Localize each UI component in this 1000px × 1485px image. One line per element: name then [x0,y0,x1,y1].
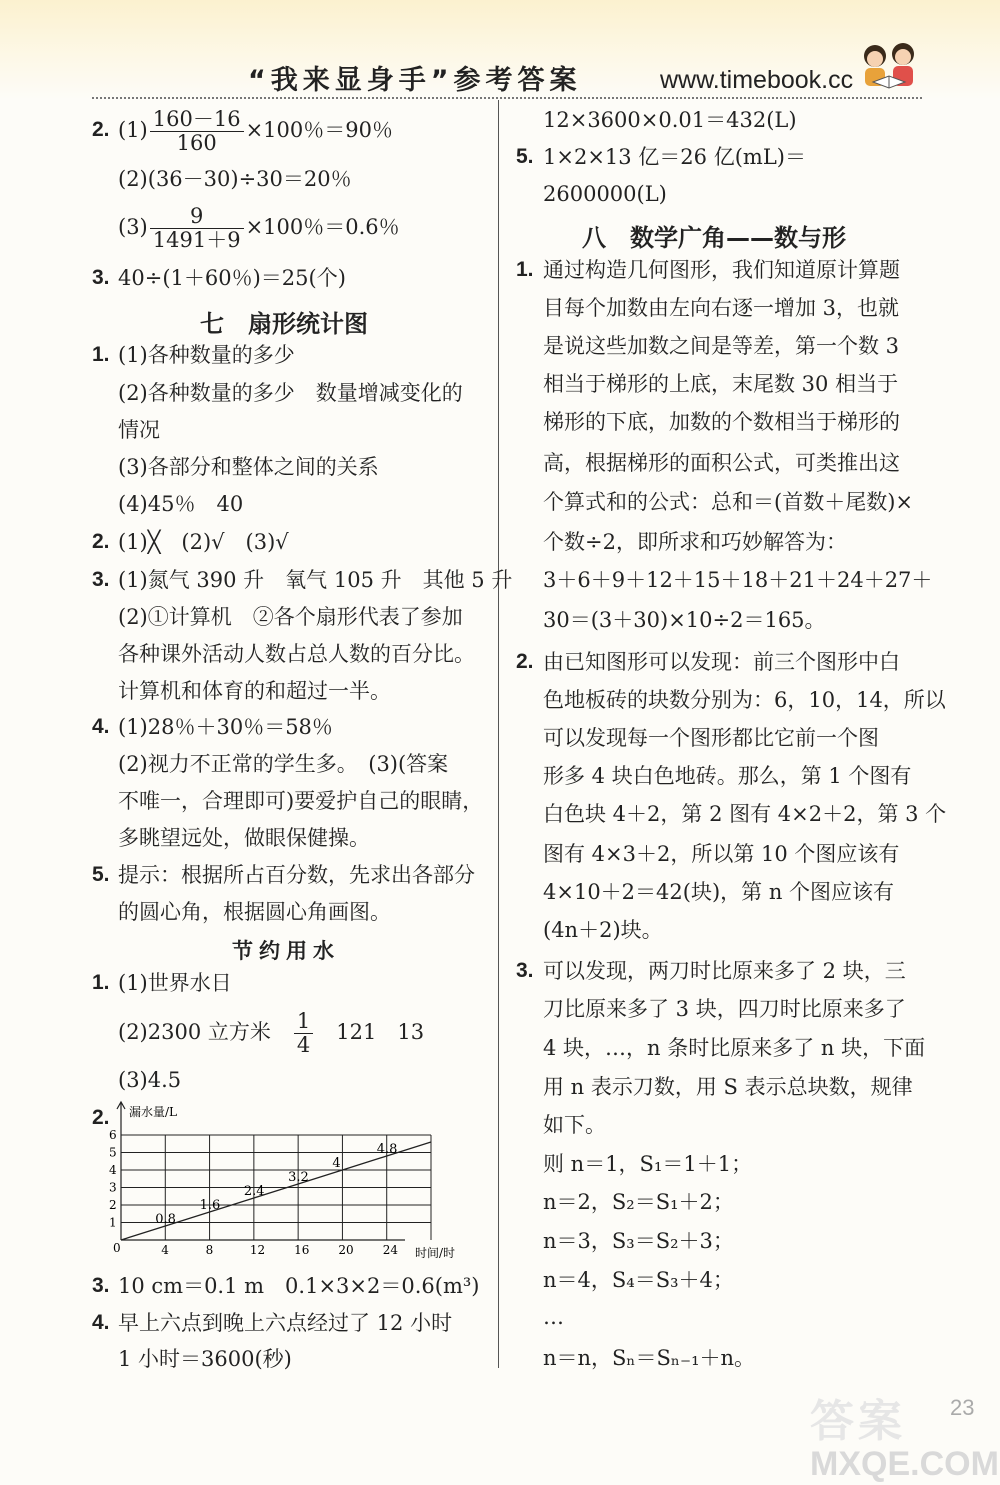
answer-line: 1×2×13 亿＝26 亿(mL)＝ [543,145,806,169]
page-number: 23 [950,1395,975,1420]
answer-line: (2)①计算机 ②各个扇形代表了参加 [118,605,463,629]
answer-line: (2)视力不正常的学生多。 (3)(答案 [118,752,449,776]
answer-line: 10 cm＝0.1 m 0.1×3×2＝0.6(m³) [118,1274,480,1298]
answer-line: 由已知图形可以发现：前三个图形中白 [543,650,900,674]
answer-text: 121 13 [336,1020,425,1045]
y-tick-label: 5 [109,1145,117,1160]
answer-line: 情况 [118,418,160,442]
answer-line: 如下。 [543,1113,606,1137]
question-number: 1. [92,343,110,366]
answer-line: 的圆心角，根据圆心角画图。 [118,900,391,924]
answer-line: (1)各种数量的多少 [118,343,295,367]
answer-line: 12×3600×0.01＝432(L) [543,108,797,132]
x-tick-label: 16 [294,1243,310,1257]
question-number: 1. [92,971,110,994]
answer-line: 不唯一，合理即可)要爱护自己的眼睛， [118,789,484,813]
answer-line: 则 n＝1，S₁＝1＋1； [543,1152,753,1176]
answer-line: 4 块，…，n 条时比原来多了 n 块，下面 [543,1036,926,1060]
question-number: 4. [92,715,110,738]
answer-line: 1 小时＝3600(秒) [118,1347,292,1371]
answer-line: 色地板砖的块数分别为：6，10，14，所以 [543,688,946,712]
data-point-label: 4 [332,1156,341,1171]
answer-line: 早上六点到晚上六点经过了 12 小时 [118,1311,453,1335]
answer-line: 用 n 表示刀数，用 S 表示总块数，规律 [543,1075,913,1099]
leak-line-chart [105,1100,485,1260]
y-tick-label: 2 [109,1198,117,1212]
y-tick-label: 3 [109,1180,117,1195]
answer-line: 形多 4 块白色地砖。那么，第 1 个图有 [543,764,912,788]
answer-line: (4n＋2)块。 [543,918,663,942]
answer-line: 高，根据梯形的面积公式，可类推出这 [543,451,900,475]
answer-line: n＝4，S₄＝S₃＋4； [543,1268,734,1292]
kids-reading-icon [855,38,925,96]
answer-line: 图有 4×3＋2，所以第 10 个图应该有 [543,842,900,866]
x-tick-label: 12 [249,1243,266,1257]
question-number: 5. [92,863,110,886]
x-tick-label: 20 [338,1243,354,1257]
answer-line: (2)各种数量的多少 数量增减变化的 [118,381,463,405]
section-heading: 八 数学广角——数与形 [582,224,846,252]
question-number: 1. [516,258,534,281]
chart-point-labels [155,1142,397,1227]
page-header [0,0,1000,100]
answer-line: 刀比原来多了 3 块，四刀时比原来多了 [543,997,906,1021]
fraction-denominator: 160 [176,131,217,156]
x-tick-label: 8 [205,1243,214,1257]
answer-line [118,108,393,155]
question-number: 2. [516,650,534,673]
answer-line: 个数÷2，即所求和巧妙解答为： [543,530,847,554]
answer-line: 各种课外活动人数占总人数的百分比。 [118,642,475,666]
y-tick-label: 4 [109,1163,117,1177]
fraction [294,1010,313,1057]
answer-line [118,205,400,252]
y-tick-label: 1 [109,1215,117,1230]
watermark-logo: 答案 [810,1396,906,1447]
fraction-denominator: 1491＋9 [152,228,241,253]
x-tick-label: 24 [382,1243,398,1257]
answer-line: 提示：根据所占百分数，先求出各部分 [118,863,475,887]
answer-line: 3＋6＋9＋12＋15＋18＋21＋24＋27＋ [543,568,933,592]
watermark-domain: MXQE.COM [810,1445,999,1483]
answer-line: 可以发现，两刀时比原来多了 2 块，三 [543,959,906,983]
answer-line: (3)各部分和整体之间的关系 [118,455,379,479]
answer-line: 计算机和体育的和超过一半。 [118,679,391,703]
question-number: 3. [92,568,110,591]
fraction-numerator: 1 [294,1010,313,1034]
origin-label: 0 [113,1241,121,1255]
answer-line: 是说这些加数之间是等差，第一个数 3 [543,334,900,358]
question-number: 2. [92,1106,110,1129]
question-number: 3. [92,1274,110,1297]
question-number: 2. [92,118,110,141]
answer-line: n＝3，S₃＝S₂＋3； [543,1229,734,1253]
answer-text: (3) [118,215,148,240]
answer-line [118,1010,424,1057]
answer-line: 4×10＋2＝42(块)，第 n 个图应该有 [543,880,895,904]
answer-line: (3)4.5 [118,1068,182,1092]
y-axis-label: 漏水量/L [129,1105,178,1119]
question-number: 4. [92,1311,110,1334]
answer-line: 30＝(3＋30)×10÷2＝165。 [543,608,826,632]
header-title: “我来显身手”参考答案 [248,65,582,96]
answer-text: ×100％＝90％ [245,118,393,143]
answer-line: (1)╳ (2)√ (3)√ [118,530,289,554]
answer-line: … [543,1305,564,1329]
data-point-label: 4.8 [376,1142,398,1157]
subsection-heading: 节约用水 [232,939,340,963]
data-point-label: 2.4 [243,1184,265,1199]
answer-line: 相当于梯形的上底，末尾数 30 相当于 [543,372,899,396]
fraction-denominator: 4 [296,1033,311,1058]
answer-line: 40÷(1＋60％)＝25(个) [118,266,346,290]
answer-line: 通过构造几何图形，我们知道原计算题 [543,258,900,282]
fraction [150,205,244,252]
answer-line: (1)氮气 390 升 氧气 105 升 其他 5 升 [118,568,513,592]
column-divider [498,100,499,1368]
section-heading: 七 扇形统计图 [200,310,368,338]
answer-line: 目每个加数由左向右逐一增加 3，也就 [543,296,900,320]
answer-line: 多眺望远处，做眼保健操。 [118,826,370,850]
data-point-label: 0.8 [155,1212,176,1227]
answer-line: 个算式和的公式：总和＝(首数＋尾数)× [543,490,913,514]
answer-line: n＝2，S₂＝S₁＋2； [543,1190,734,1214]
question-number: 3. [92,266,110,289]
answer-line: 白色块 4＋2，第 2 图有 4×2＋2，第 3 个 [543,802,947,826]
question-number: 3. [516,959,534,982]
question-number: 5. [516,145,534,168]
fraction [150,108,244,155]
fraction-numerator: 9 [150,205,244,229]
answer-line: (1)28％＋30％＝58％ [118,715,333,739]
question-number: 2. [92,530,110,553]
data-point-label: 3.2 [288,1170,309,1185]
answer-line: n＝n，Sₙ＝Sₙ₋₁＋n。 [543,1346,756,1370]
header-rule [92,97,922,99]
answer-line: 2600000(L) [543,182,667,206]
chart-axes [113,1102,455,1260]
fraction-numerator: 160－16 [150,108,244,132]
answer-line: (1)世界水日 [118,971,232,995]
header-url: www.timebook.cc [660,66,854,94]
data-point-label: 1.6 [199,1198,221,1213]
answer-line: 梯形的下底，加数的个数相当于梯形的 [543,410,900,434]
y-tick-label: 6 [109,1128,117,1142]
answer-line: (4)45％ 40 [118,492,244,516]
x-axis-label: 时间/时 [415,1246,456,1260]
answer-line: (2)(36－30)÷30＝20％ [118,167,352,191]
answer-text: (1) [118,118,148,143]
x-tick-label: 4 [161,1243,169,1257]
answer-text: ×100％＝0.6％ [245,215,400,240]
answer-text: (2)2300 立方米 [118,1020,271,1045]
answer-line: 可以发现每一个图形都比它前一个图 [543,726,879,750]
